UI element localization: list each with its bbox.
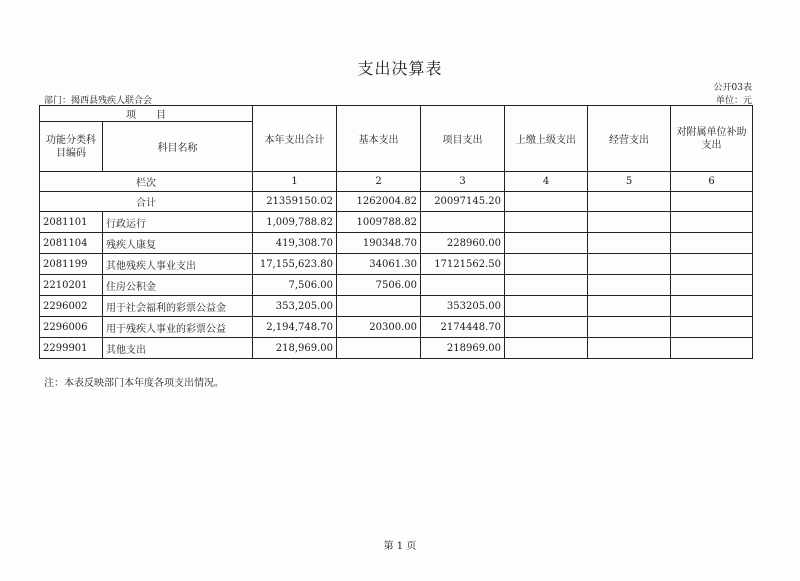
- total-project: 20097145.20: [421, 192, 505, 212]
- total-basic: 1262004.82: [337, 192, 421, 212]
- row-name: 用于社会福利的彩票公益金: [103, 296, 253, 317]
- empty-cell: [588, 338, 671, 359]
- row-total: 2,194,748.70: [253, 317, 337, 338]
- empty-cell: [671, 192, 753, 212]
- empty-cell: [588, 192, 671, 212]
- department-label: 部门：揭西县残疾人联合会: [44, 96, 153, 106]
- empty-cell: [671, 317, 753, 338]
- header-basic: 基本支出: [337, 106, 421, 172]
- row-total: 353,205.00: [253, 296, 337, 317]
- empty-cell: [505, 275, 588, 296]
- row-total: 17,155,623.80: [253, 254, 337, 275]
- row-basic: 34061.30: [337, 254, 421, 275]
- row-total: 419,308.70: [253, 233, 337, 254]
- column-number: 6: [671, 172, 753, 192]
- row-project: 2174448.70: [421, 317, 505, 338]
- row-name: 其他支出: [103, 338, 253, 359]
- row-code: 2081199: [40, 254, 103, 275]
- empty-cell: [505, 233, 588, 254]
- row-code: 2081104: [40, 233, 103, 254]
- empty-cell: [505, 317, 588, 338]
- empty-cell: [588, 317, 671, 338]
- row-name: 行政运行: [103, 212, 253, 233]
- row-project: [421, 212, 505, 233]
- expenditure-table: [39, 105, 753, 359]
- page-title: 支出决算表: [357, 59, 443, 78]
- row-basic: [337, 296, 421, 317]
- row-code: 2210201: [40, 275, 103, 296]
- row-name: 残疾人康复: [103, 233, 253, 254]
- empty-cell: [505, 212, 588, 233]
- column-number: 1: [253, 172, 337, 192]
- row-name: 其他残疾人事业支出: [103, 254, 253, 275]
- table-row: [40, 254, 753, 275]
- row-total: 7,506.00: [253, 275, 337, 296]
- column-number: 4: [505, 172, 588, 192]
- empty-cell: [588, 296, 671, 317]
- empty-cell: [671, 254, 753, 275]
- row-name: 住房公积金: [103, 275, 253, 296]
- row-project: 218969.00: [421, 338, 505, 359]
- column-number: 2: [337, 172, 421, 192]
- table-note: 注：本表反映部门本年度各项支出情况。: [44, 378, 224, 389]
- header-project: 项目支出: [421, 106, 505, 172]
- row-basic: 190348.70: [337, 233, 421, 254]
- table-row: [40, 338, 753, 359]
- row-project: 17121562.50: [421, 254, 505, 275]
- total-amount: 21359150.02: [253, 192, 337, 212]
- form-code: 公开03表: [713, 83, 752, 93]
- row-code: 2081101: [40, 212, 103, 233]
- empty-cell: [671, 212, 753, 233]
- row-code: 2299901: [40, 338, 103, 359]
- row-basic: 1009788.82: [337, 212, 421, 233]
- row-total: 218,969.00: [253, 338, 337, 359]
- empty-cell: [671, 233, 753, 254]
- header-business: 经营支出: [588, 106, 671, 172]
- empty-cell: [588, 233, 671, 254]
- empty-cell: [505, 296, 588, 317]
- unit-label: 单位：元: [715, 96, 752, 106]
- empty-cell: [588, 275, 671, 296]
- row-basic: [337, 338, 421, 359]
- empty-cell: [588, 254, 671, 275]
- column-number: 3: [421, 172, 505, 192]
- empty-cell: [671, 275, 753, 296]
- table-row: [40, 275, 753, 296]
- header-code: 功能分类科目编码: [40, 122, 103, 172]
- empty-cell: [671, 296, 753, 317]
- column-label: 栏次: [40, 172, 253, 192]
- row-basic: 20300.00: [337, 317, 421, 338]
- empty-cell: [505, 254, 588, 275]
- header-subsidy: 对附属单位补助支出: [671, 106, 753, 172]
- page-number: 第 1 页: [383, 541, 417, 552]
- row-project: 353205.00: [421, 296, 505, 317]
- row-basic: 7506.00: [337, 275, 421, 296]
- row-code: 2296002: [40, 296, 103, 317]
- row-code: 2296006: [40, 317, 103, 338]
- table-row: [40, 212, 753, 233]
- row-name: 用于残疾人事业的彩票公益: [103, 317, 253, 338]
- empty-cell: [505, 338, 588, 359]
- header-name: 科目名称: [103, 122, 253, 172]
- table-row: [40, 317, 753, 338]
- empty-cell: [505, 192, 588, 212]
- row-project: 228960.00: [421, 233, 505, 254]
- row-total: 1,009,788.82: [253, 212, 337, 233]
- row-project: [421, 275, 505, 296]
- header-total: 本年支出合计: [253, 106, 337, 172]
- column-number: 5: [588, 172, 671, 192]
- table-row: [40, 233, 753, 254]
- table-row: [40, 296, 753, 317]
- empty-cell: [588, 212, 671, 233]
- header-upper: 上缴上级支出: [505, 106, 588, 172]
- total-label: 合计: [40, 192, 253, 212]
- header-item: 项 目: [40, 106, 253, 122]
- empty-cell: [671, 338, 753, 359]
